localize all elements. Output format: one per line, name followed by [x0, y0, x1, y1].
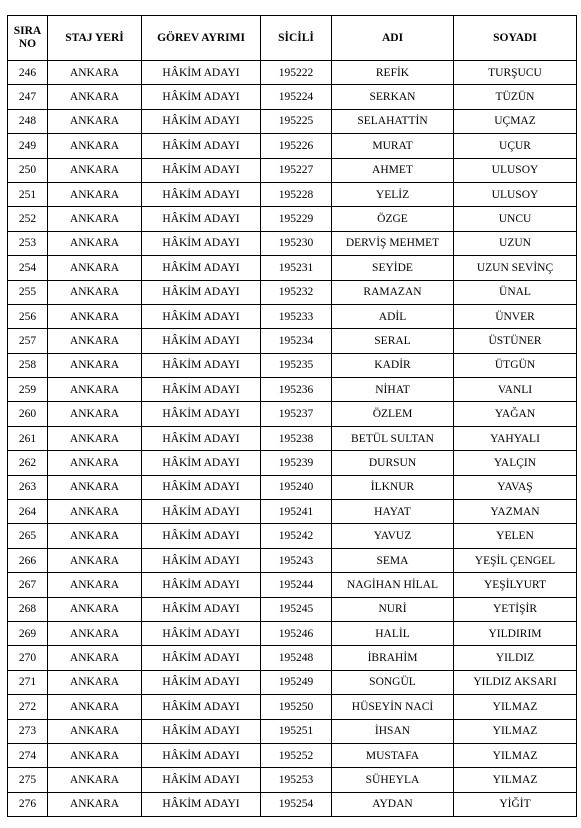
- cell-sira-no: 267: [8, 573, 48, 597]
- cell-adi: HAYAT: [332, 500, 454, 524]
- cell-soyadi: ULUSOY: [454, 158, 577, 182]
- cell-sicili: 195243: [261, 548, 332, 572]
- cell-soyadi: VANLI: [454, 378, 577, 402]
- cell-adi: SEYİDE: [332, 256, 454, 280]
- table-row: [8, 61, 577, 85]
- cell-soyadi: YAZMAN: [454, 500, 577, 524]
- cell-gorev-ayrimi: HÂKİM ADAYI: [142, 768, 261, 792]
- cell-staj-yeri: ANKARA: [48, 304, 142, 328]
- table-row: [8, 182, 577, 206]
- cell-adi: NURİ: [332, 597, 454, 621]
- cell-soyadi: UNCU: [454, 207, 577, 231]
- cell-staj-yeri: ANKARA: [48, 451, 142, 475]
- header-sira-line1: SIRA: [13, 25, 42, 37]
- cell-soyadi: YILDIZ AKSARI: [454, 670, 577, 694]
- cell-adi: AHMET: [332, 158, 454, 182]
- cell-soyadi: YEŞİLYURT: [454, 573, 577, 597]
- cell-staj-yeri: ANKARA: [48, 573, 142, 597]
- cell-staj-yeri: ANKARA: [48, 231, 142, 255]
- cell-sira-no: 248: [8, 109, 48, 133]
- cell-sicili: 195235: [261, 353, 332, 377]
- header-adi: ADI: [332, 16, 454, 61]
- cell-soyadi: ÜTGÜN: [454, 353, 577, 377]
- cell-adi: ADİL: [332, 304, 454, 328]
- cell-adi: BETÜL SULTAN: [332, 426, 454, 450]
- cell-adi: İBRAHİM: [332, 646, 454, 670]
- cell-sira-no: 255: [8, 280, 48, 304]
- table-row: [8, 402, 577, 426]
- cell-staj-yeri: ANKARA: [48, 500, 142, 524]
- cell-gorev-ayrimi: HÂKİM ADAYI: [142, 743, 261, 767]
- cell-sira-no: 258: [8, 353, 48, 377]
- cell-sicili: 195237: [261, 402, 332, 426]
- cell-sicili: 195249: [261, 670, 332, 694]
- cell-sira-no: 269: [8, 621, 48, 645]
- cell-gorev-ayrimi: HÂKİM ADAYI: [142, 597, 261, 621]
- cell-gorev-ayrimi: HÂKİM ADAYI: [142, 353, 261, 377]
- cell-gorev-ayrimi: HÂKİM ADAYI: [142, 61, 261, 85]
- table-row: [8, 426, 577, 450]
- cell-gorev-ayrimi: HÂKİM ADAYI: [142, 621, 261, 645]
- cell-soyadi: YILMAZ: [454, 695, 577, 719]
- cell-soyadi: UZUN: [454, 231, 577, 255]
- cell-adi: AYDAN: [332, 792, 454, 816]
- table-row: [8, 109, 577, 133]
- cell-sira-no: 250: [8, 158, 48, 182]
- cell-sira-no: 262: [8, 451, 48, 475]
- cell-adi: SÜHEYLA: [332, 768, 454, 792]
- cell-staj-yeri: ANKARA: [48, 719, 142, 743]
- cell-sira-no: 274: [8, 743, 48, 767]
- table-row: [8, 231, 577, 255]
- cell-sira-no: 266: [8, 548, 48, 572]
- cell-adi: SERKAN: [332, 85, 454, 109]
- cell-soyadi: YILDIRIM: [454, 621, 577, 645]
- cell-adi: KADİR: [332, 353, 454, 377]
- cell-soyadi: YİĞİT: [454, 792, 577, 816]
- cell-sira-no: 271: [8, 670, 48, 694]
- table-row: [8, 500, 577, 524]
- cell-gorev-ayrimi: HÂKİM ADAYI: [142, 402, 261, 426]
- cell-staj-yeri: ANKARA: [48, 353, 142, 377]
- cell-gorev-ayrimi: HÂKİM ADAYI: [142, 646, 261, 670]
- cell-staj-yeri: ANKARA: [48, 378, 142, 402]
- cell-staj-yeri: ANKARA: [48, 182, 142, 206]
- cell-sicili: 195250: [261, 695, 332, 719]
- cell-adi: İHSAN: [332, 719, 454, 743]
- cell-gorev-ayrimi: HÂKİM ADAYI: [142, 304, 261, 328]
- cell-sira-no: 249: [8, 134, 48, 158]
- cell-adi: HÜSEYİN NACİ: [332, 695, 454, 719]
- cell-soyadi: ÜSTÜNER: [454, 329, 577, 353]
- table-row: [8, 548, 577, 572]
- cell-gorev-ayrimi: HÂKİM ADAYI: [142, 182, 261, 206]
- cell-gorev-ayrimi: HÂKİM ADAYI: [142, 426, 261, 450]
- cell-sira-no: 251: [8, 182, 48, 206]
- cell-gorev-ayrimi: HÂKİM ADAYI: [142, 548, 261, 572]
- cell-sicili: 195245: [261, 597, 332, 621]
- table-row: [8, 695, 577, 719]
- table-row: [8, 621, 577, 645]
- cell-sicili: 195224: [261, 85, 332, 109]
- cell-sicili: 195246: [261, 621, 332, 645]
- header-row: [8, 16, 577, 61]
- cell-staj-yeri: ANKARA: [48, 134, 142, 158]
- cell-sira-no: 246: [8, 61, 48, 85]
- cell-soyadi: YETİŞİR: [454, 597, 577, 621]
- cell-gorev-ayrimi: HÂKİM ADAYI: [142, 500, 261, 524]
- cell-sira-no: 252: [8, 207, 48, 231]
- table-row: [8, 378, 577, 402]
- cell-staj-yeri: ANKARA: [48, 768, 142, 792]
- cell-adi: NAGİHAN HİLAL: [332, 573, 454, 597]
- cell-sira-no: 263: [8, 475, 48, 499]
- table-row: [8, 158, 577, 182]
- cell-gorev-ayrimi: HÂKİM ADAYI: [142, 451, 261, 475]
- cell-sira-no: 275: [8, 768, 48, 792]
- cell-sicili: 195226: [261, 134, 332, 158]
- cell-sira-no: 276: [8, 792, 48, 816]
- cell-sicili: 195225: [261, 109, 332, 133]
- cell-soyadi: YAĞAN: [454, 402, 577, 426]
- cell-staj-yeri: ANKARA: [48, 597, 142, 621]
- cell-adi: MUSTAFA: [332, 743, 454, 767]
- cell-gorev-ayrimi: HÂKİM ADAYI: [142, 475, 261, 499]
- cell-soyadi: UÇUR: [454, 134, 577, 158]
- table-row: [8, 597, 577, 621]
- cell-soyadi: YILMAZ: [454, 743, 577, 767]
- table-row: [8, 304, 577, 328]
- header-soyadi: SOYADI: [454, 16, 577, 61]
- cell-sicili: 195238: [261, 426, 332, 450]
- cell-sicili: 195232: [261, 280, 332, 304]
- cell-sicili: 195240: [261, 475, 332, 499]
- cell-soyadi: TURŞUCU: [454, 61, 577, 85]
- cell-sicili: 195253: [261, 768, 332, 792]
- cell-staj-yeri: ANKARA: [48, 426, 142, 450]
- cell-sicili: 195234: [261, 329, 332, 353]
- cell-adi: YAVUZ: [332, 524, 454, 548]
- cell-staj-yeri: ANKARA: [48, 61, 142, 85]
- cell-adi: MURAT: [332, 134, 454, 158]
- cell-soyadi: YALÇIN: [454, 451, 577, 475]
- cell-soyadi: UÇMAZ: [454, 109, 577, 133]
- table-row: [8, 670, 577, 694]
- cell-gorev-ayrimi: HÂKİM ADAYI: [142, 280, 261, 304]
- cell-soyadi: YILMAZ: [454, 768, 577, 792]
- cell-soyadi: YILDIZ: [454, 646, 577, 670]
- table-row: [8, 256, 577, 280]
- cell-staj-yeri: ANKARA: [48, 256, 142, 280]
- table-row: [8, 134, 577, 158]
- cell-sira-no: 253: [8, 231, 48, 255]
- table-row: [8, 451, 577, 475]
- cell-sira-no: 260: [8, 402, 48, 426]
- table-body: [8, 61, 577, 817]
- cell-adi: NİHAT: [332, 378, 454, 402]
- cell-soyadi: YILMAZ: [454, 719, 577, 743]
- cell-staj-yeri: ANKARA: [48, 524, 142, 548]
- cell-sira-no: 257: [8, 329, 48, 353]
- cell-gorev-ayrimi: HÂKİM ADAYI: [142, 378, 261, 402]
- cell-staj-yeri: ANKARA: [48, 743, 142, 767]
- cell-adi: ÖZGE: [332, 207, 454, 231]
- cell-adi: HALİL: [332, 621, 454, 645]
- cell-sira-no: 254: [8, 256, 48, 280]
- cell-soyadi: YELEN: [454, 524, 577, 548]
- cell-sicili: 195231: [261, 256, 332, 280]
- cell-sicili: 195239: [261, 451, 332, 475]
- table-row: [8, 573, 577, 597]
- cell-sira-no: 261: [8, 426, 48, 450]
- cell-staj-yeri: ANKARA: [48, 207, 142, 231]
- cell-sira-no: 273: [8, 719, 48, 743]
- table-row: [8, 475, 577, 499]
- cell-sira-no: 270: [8, 646, 48, 670]
- cell-gorev-ayrimi: HÂKİM ADAYI: [142, 329, 261, 353]
- table-row: [8, 743, 577, 767]
- cell-gorev-ayrimi: HÂKİM ADAYI: [142, 792, 261, 816]
- cell-sira-no: 272: [8, 695, 48, 719]
- cell-sicili: 195252: [261, 743, 332, 767]
- cell-staj-yeri: ANKARA: [48, 621, 142, 645]
- table-row: [8, 719, 577, 743]
- cell-gorev-ayrimi: HÂKİM ADAYI: [142, 85, 261, 109]
- cell-soyadi: UZUN SEVİNÇ: [454, 256, 577, 280]
- cell-soyadi: YAHYALI: [454, 426, 577, 450]
- cell-staj-yeri: ANKARA: [48, 475, 142, 499]
- table-row: [8, 207, 577, 231]
- cell-staj-yeri: ANKARA: [48, 695, 142, 719]
- cell-staj-yeri: ANKARA: [48, 280, 142, 304]
- cell-staj-yeri: ANKARA: [48, 402, 142, 426]
- cell-soyadi: YAVAŞ: [454, 475, 577, 499]
- header-staj-yeri: STAJ YERİ: [48, 16, 142, 61]
- cell-staj-yeri: ANKARA: [48, 792, 142, 816]
- cell-gorev-ayrimi: HÂKİM ADAYI: [142, 573, 261, 597]
- cell-staj-yeri: ANKARA: [48, 646, 142, 670]
- cell-sicili: 195251: [261, 719, 332, 743]
- cell-adi: SERAL: [332, 329, 454, 353]
- cell-adi: REFİK: [332, 61, 454, 85]
- header-sicili: SİCİLİ: [261, 16, 332, 61]
- table-row: [8, 792, 577, 816]
- cell-sicili: 195254: [261, 792, 332, 816]
- cell-gorev-ayrimi: HÂKİM ADAYI: [142, 158, 261, 182]
- cell-adi: SELAHATTİN: [332, 109, 454, 133]
- cell-adi: DERVİŞ MEHMET: [332, 231, 454, 255]
- header-sira-no: [8, 16, 48, 61]
- cell-sicili: 195248: [261, 646, 332, 670]
- cell-staj-yeri: ANKARA: [48, 109, 142, 133]
- cell-gorev-ayrimi: HÂKİM ADAYI: [142, 134, 261, 158]
- cell-sicili: 195229: [261, 207, 332, 231]
- cell-sicili: 195230: [261, 231, 332, 255]
- cell-sira-no: 247: [8, 85, 48, 109]
- cell-adi: YELİZ: [332, 182, 454, 206]
- cell-soyadi: TÜZÜN: [454, 85, 577, 109]
- cell-gorev-ayrimi: HÂKİM ADAYI: [142, 719, 261, 743]
- table-row: [8, 280, 577, 304]
- cell-sicili: 195236: [261, 378, 332, 402]
- cell-staj-yeri: ANKARA: [48, 329, 142, 353]
- cell-gorev-ayrimi: HÂKİM ADAYI: [142, 524, 261, 548]
- table-row: [8, 329, 577, 353]
- cell-staj-yeri: ANKARA: [48, 670, 142, 694]
- cell-sicili: 195227: [261, 158, 332, 182]
- cell-soyadi: ULUSOY: [454, 182, 577, 206]
- cell-sira-no: 259: [8, 378, 48, 402]
- table-row: [8, 85, 577, 109]
- cell-staj-yeri: ANKARA: [48, 548, 142, 572]
- header-sira-line2: NO: [18, 38, 37, 50]
- cell-adi: SEMA: [332, 548, 454, 572]
- cell-gorev-ayrimi: HÂKİM ADAYI: [142, 207, 261, 231]
- cell-gorev-ayrimi: HÂKİM ADAYI: [142, 670, 261, 694]
- cell-gorev-ayrimi: HÂKİM ADAYI: [142, 695, 261, 719]
- candidate-table: [7, 15, 577, 817]
- cell-sicili: 195241: [261, 500, 332, 524]
- cell-sicili: 195242: [261, 524, 332, 548]
- cell-adi: SONGÜL: [332, 670, 454, 694]
- cell-gorev-ayrimi: HÂKİM ADAYI: [142, 109, 261, 133]
- cell-adi: DURSUN: [332, 451, 454, 475]
- cell-staj-yeri: ANKARA: [48, 158, 142, 182]
- cell-gorev-ayrimi: HÂKİM ADAYI: [142, 231, 261, 255]
- cell-sicili: 195228: [261, 182, 332, 206]
- cell-sicili: 195222: [261, 61, 332, 85]
- table-row: [8, 646, 577, 670]
- cell-soyadi: YEŞİL ÇENGEL: [454, 548, 577, 572]
- cell-sira-no: 268: [8, 597, 48, 621]
- cell-soyadi: ÜNVER: [454, 304, 577, 328]
- cell-sicili: 195233: [261, 304, 332, 328]
- cell-adi: RAMAZAN: [332, 280, 454, 304]
- cell-sira-no: 265: [8, 524, 48, 548]
- cell-soyadi: ÜNAL: [454, 280, 577, 304]
- cell-staj-yeri: ANKARA: [48, 85, 142, 109]
- cell-sira-no: 264: [8, 500, 48, 524]
- cell-sira-no: 256: [8, 304, 48, 328]
- cell-gorev-ayrimi: HÂKİM ADAYI: [142, 256, 261, 280]
- table-row: [8, 768, 577, 792]
- table-row: [8, 524, 577, 548]
- cell-sicili: 195244: [261, 573, 332, 597]
- header-gorev-ayrimi: GÖREV AYRIMI: [142, 16, 261, 61]
- table-row: [8, 353, 577, 377]
- cell-adi: ÖZLEM: [332, 402, 454, 426]
- cell-adi: İLKNUR: [332, 475, 454, 499]
